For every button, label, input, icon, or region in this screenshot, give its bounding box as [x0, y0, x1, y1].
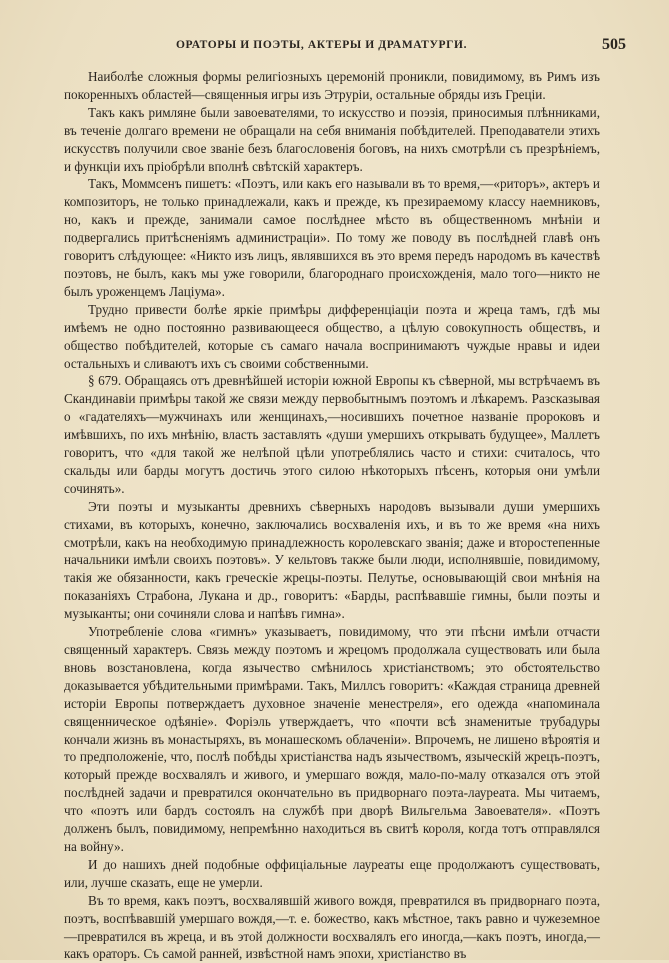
running-title: ОРАТОРЫ И ПОЭТЫ, АКТЕРЫ И ДРАМАТУРГИ.: [176, 39, 468, 51]
body-text: [64, 68, 600, 963]
page-number: 505: [602, 36, 626, 53]
paragraph: Трудно привести болѣе яркіе примѣры дифференціаціи поэта и жреца тамъ, гдѣ мы имѣемъ не одно постоянно развивающееся общество, а цѣлую совокупность обществъ, и общество побѣдителей, которые съ самаго начала воспринимаютъ чуждые нравы и идеи остальныхъ и сливаютъ ихъ съ своими собственными.: [64, 301, 600, 371]
paragraph: § 679. Обращаясь отъ древнѣйшей исторіи южной Европы къ сѣверной, мы встрѣчаемъ въ Скандинавіи примѣры такой же связи между первобытнымъ поэтомъ и лѣкаремъ. Разсказывая о «гадателяхъ—мужчинахъ или женщинахъ,—носившихъ почетное названіе пророковъ и имѣвшихъ, по ихъ мнѣнію, власть заставлять «души умершихъ открывать будущее», Маллетъ говоритъ, что «для такой же нелѣпой цѣли употреблялись часто и стихи: считалось, что скальды или барды могутъ достичь этого силою нѣкоторыхъ пѣсенъ, которыя они умѣли сочинять».: [64, 373, 600, 496]
paragraph: Въ то время, какъ поэтъ, восхвалявшій живого вождя, превратился въ придворнаго поэта, поэтъ, воспѣвавшій умершаго вождя,—т. е. божество, какъ мѣстное, такъ равно и чужеземное—превратился въ жреца, и въ этой должности восхвалялъ его иногда,—какъ поэтъ, иногда,—какъ ораторъ. Съ самой ранней, извѣстной намъ эпохи, христіанство въ: [64, 892, 600, 962]
page-header: [66, 36, 626, 58]
paragraph: Эти поэты и музыканты древнихъ сѣверныхъ народовъ вызывали души умершихъ стихами, въ которыхъ, конечно, заключались восхваленія ихъ, и въ то же время «на нихъ смотрѣли, какъ на необходимую принадлежность королевскаго званія; даже и второстепенные начальники имѣли своихъ поэтовъ». У кельтовъ также были люди, исполнявшіе, повидимому, такія же обязанности, какъ греческіе жрецы-поэты. Пелутье, основывающій свои мнѣнія на показаніяхъ Страбона, Лукана и др., говоритъ: «Барды, распѣвавшіе гимны, были поэты и музыканты; они сочиняли слова и напѣвъ гимна».: [64, 498, 600, 622]
paragraph: Употребленіе слова «гимнъ» указываетъ, повидимому, что эти пѣсни имѣли отчасти священный характеръ. Связь между поэтомъ и жрецомъ продолжала существовать или была вновь возстановлена, когда язычество смѣнилось христіанствомъ; это обстоятельство доказывается убѣдительными примѣрами. Такъ, Миллсъ говоритъ: «Каждая страница древней исторіи Европы потверждаетъ духовное значеніе менестреля», его одежда «напоминала священническое одѣяніе». Форіэль утверждаетъ, что «почти всѣ знаменитые трубадуры кончали жизнь въ монастыряхъ, въ монашескомъ облаченіи». Впрочемъ, не лишено вѣроятія и то предположеніе, что, послѣ побѣды христіанства надъ язычествомъ, языческій жрецъ-поэтъ, который прежде восхвалялъ и живого, и умершаго вождя, мало-по-малу отказался отъ этой послѣдней задачи и превратился окончательно въ придворнаго поэта-лауреата. Мы читаемъ, что «поэтъ или бардъ состоялъ на службѣ при дворѣ Вильгельма Завоевателя». «Поэтъ долженъ былъ, повидимому, непремѣнно находиться въ свитѣ короля, когда тотъ отправлялся на войну».: [64, 624, 600, 854]
paragraph: И до нашихъ дней подобные оффиціальные лауреаты еще продолжаютъ существовать, или, лучше сказать, еще не умерли.: [64, 856, 600, 890]
paragraph: Такъ, Моммсенъ пишетъ: «Поэтъ, или какъ его называли въ то время,—«риторъ», актеръ и композиторъ, не только принадлежали, какъ и прежде, къ презираемому классу наемниковъ, но, какъ и прежде, занимали самое послѣднее мѣсто въ общественномъ мнѣніи и подвергались притѣсненіямъ администраціи». По тому же поводу въ послѣдней главѣ онъ говоритъ слѣдующее: «Никто изъ лицъ, являвшихся въ это время передъ народомъ въ качествѣ поэтовъ, не былъ, какъ мы уже говорили, благороднаго происхожденія, мало того—никто не былъ уроженцемъ Лаціума».: [64, 176, 600, 299]
paragraph: Наиболѣе сложныя формы религіозныхъ церемоній проникли, повидимому, въ Римъ изъ покоренныхъ областей—священныя игры изъ Этруріи, остальные обряды изъ Греціи.: [64, 69, 600, 102]
paragraph: Такъ какъ римляне были завоевателями, то искусство и поэзія, приносимыя плѣнниками, въ теченіе долгаго времени не обращали на себя вниманія побѣдителей. Преподаватели этихъ искусствъ получили свое званіе безъ благословенія боговъ, на нихъ смотрѣли съ презрѣніемъ, и функціи ихъ пріобрѣли вполнѣ свѣтскій характеръ.: [64, 104, 600, 174]
